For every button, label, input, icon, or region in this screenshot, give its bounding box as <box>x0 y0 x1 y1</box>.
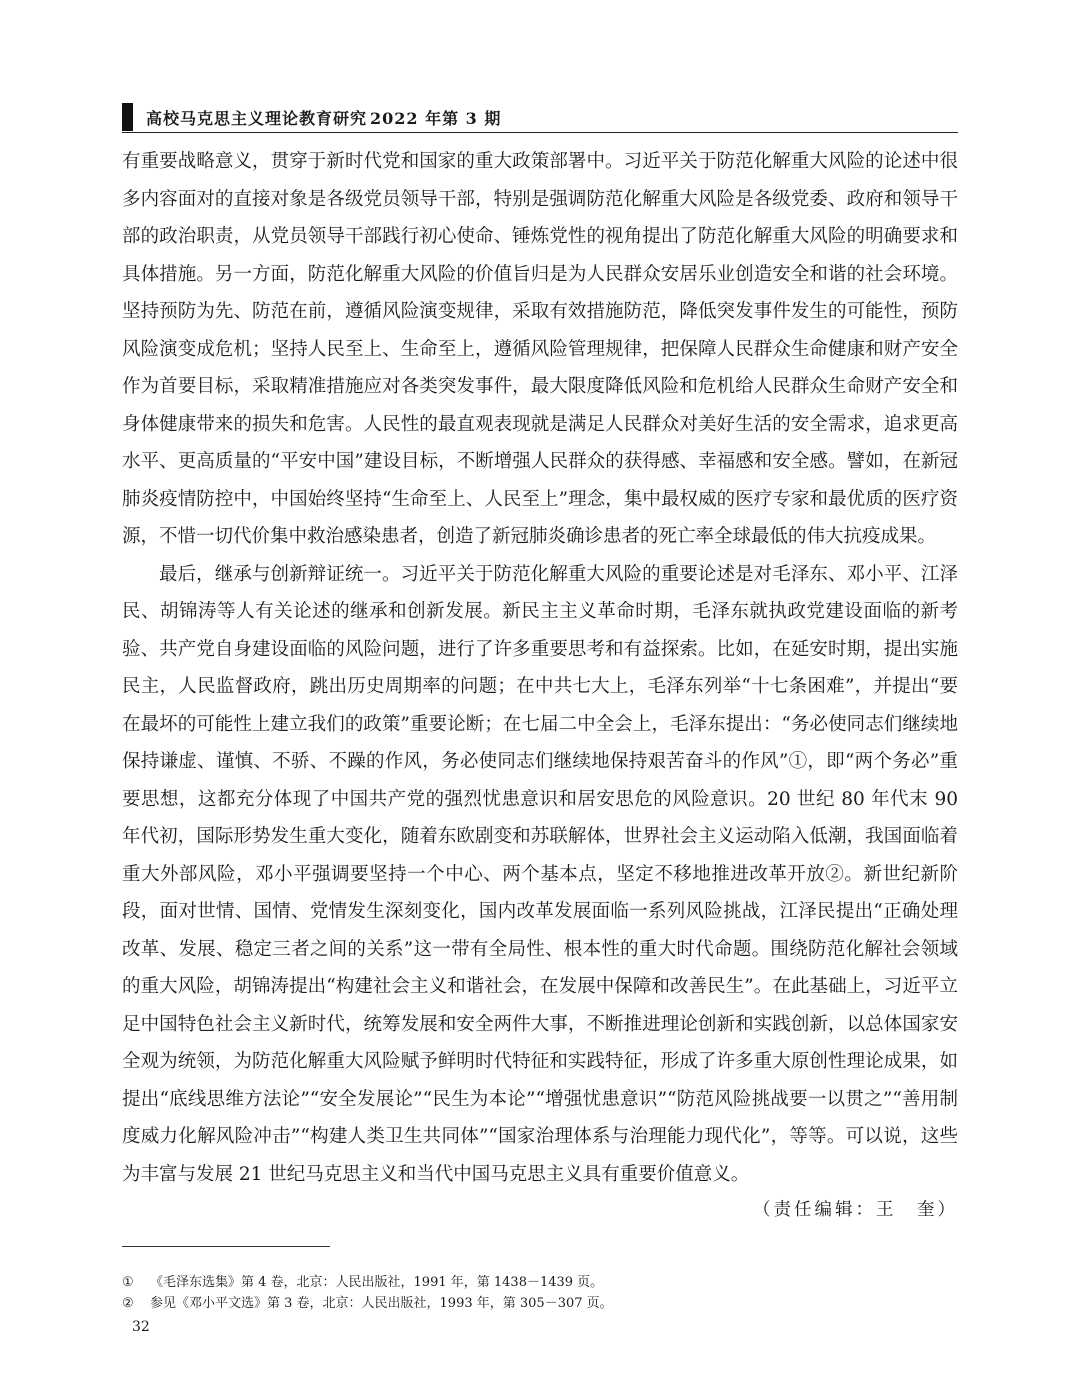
issue-label: 2022 年第 3 期 <box>370 109 502 128</box>
footnote-text: 参见《邓小平文选》第 3 卷，北京：人民出版社，1993 年，第 305－307 页。 <box>150 1296 613 1311</box>
article-body <box>122 143 958 1193</box>
page-number: 32 <box>132 1319 150 1335</box>
footnotes <box>122 1272 958 1314</box>
paragraph-continuation: 有重要战略意义，贯穿于新时代党和国家的重大政策部署中。习近平关于防范化解重大风险的论述中很多内容面对的直接对象是各级党员领导干部，特别是强调防范化解重大风险是各级党委、政府和领导干部的政治职责，从党员领导干部践行初心使命、锤炼党性的视角提出了防范化解重大风险的明确要求和具体措施。另一方面，防范化解重大风险的价值旨归是为人民群众安居乐业创造安全和谐的社会环境。坚持预防为先、防范在前，遵循风险演变规律，采取有效措施防范，降低突发事件发生的可能性，预防风险演变成危机；坚持人民至上、生命至上，遵循风险管理规律，把保障人民群众生命健康和财产安全作为首要目标，采取精准措施应对各类突发事件，最大限度降低风险和危机给人民群众生命财产安全和身体健康带来的损失和危害。人民性的最直观表现就是满足人民群众对美好生活的安全需求，追求更高水平、更高质量的“平安中国”建设目标，不断增强人民群众的获得感、幸福感和安全感。譬如，在新冠肺炎疫情防控中，中国始终坚持“生命至上、人民至上”理念，集中最权威的医疗专家和最优质的医疗资源，不惜一切代价集中救治感染患者，创造了新冠肺炎确诊患者的死亡率全球最低的伟大抗疫成果。 <box>122 151 958 547</box>
journal-title: 高校马克思主义理论教育研究 <box>146 109 368 128</box>
footnote-mark: ① <box>122 1275 134 1290</box>
footnote-separator <box>122 1246 330 1247</box>
responsible-editor: （责任编辑：王 奎） <box>753 1200 958 1220</box>
footnote-text: 《毛泽东选集》第 4 卷，北京：人民出版社，1991 年，第 1438－1439 页。 <box>150 1275 604 1290</box>
paragraph-inheritance-innovation: 最后，继承与创新辩证统一。习近平关于防范化解重大风险的重要论述是对毛泽东、邓小平、江泽民、胡锦涛等人有关论述的继承和创新发展。新民主主义革命时期，毛泽东就执政党建设面临的新考验、共产党自身建设面临的风险问题，进行了许多重要思考和有益探索。比如，在延安时期，提出实施民主，人民监督政府，跳出历史周期率的问题；在中共七大上，毛泽东列举“十七条困难”，并提出“要在最坏的可能性上建立我们的政策”重要论断；在七届二中全会上，毛泽东提出：“务必使同志们继续地保持谦虚、谨慎、不骄、不躁的作风，务必使同志们继续地保持艰苦奋斗的作风”①，即“两个务必”重要思想，这都充分体现了中国共产党的强烈忧患意识和居安思危的风险意识。20 世纪 80 年代末 90 年代初，国际形势发生重大变化，随着东欧剧变和苏联解体，世界社会主义运动陷入低潮，我国面临着重大外部风险，邓小平强调要坚持一个中心、两个基本点，坚定不移地推进改革开放②。新世纪新阶段，面对世情、国情、党情发生深刻变化，国内改革发展面临一系列风险挑战，江泽民提出“正确处理改革、发展、稳定三者之间的关系”这一带有全局性、根本性的重大时代命题。围绕防范化解社会领域的重大风险，胡锦涛提出“构建社会主义和谐社会，在发展中保障和改善民生”。在此基础上，习近平立足中国特色社会主义新时代，统筹发展和安全两件大事，不断推进理论创新和实践创新，以总体国家安全观为统领，为防范化解重大风险赋予鲜明时代特征和实践特征，形成了许多重大原创性理论成果，如提出“底线思维方法论”“安全发展论”“民生为本论”“增强忧患意识”“防范风险挑战要一以贯之”“善用制度威力化解风险冲击”“构建人类卫生共同体”“国家治理体系与治理能力现代化”，等等。可以说，这些为丰富与发展 21 世纪马克思主义和当代中国马克思主义具有重要价值意义。 <box>122 563 958 1185</box>
header-rule <box>122 132 958 133</box>
running-header <box>122 101 958 133</box>
footnote-1 <box>122 1272 958 1293</box>
header-marker-bar <box>122 103 133 131</box>
footnote-mark: ② <box>122 1296 134 1311</box>
footnote-2 <box>122 1293 958 1314</box>
